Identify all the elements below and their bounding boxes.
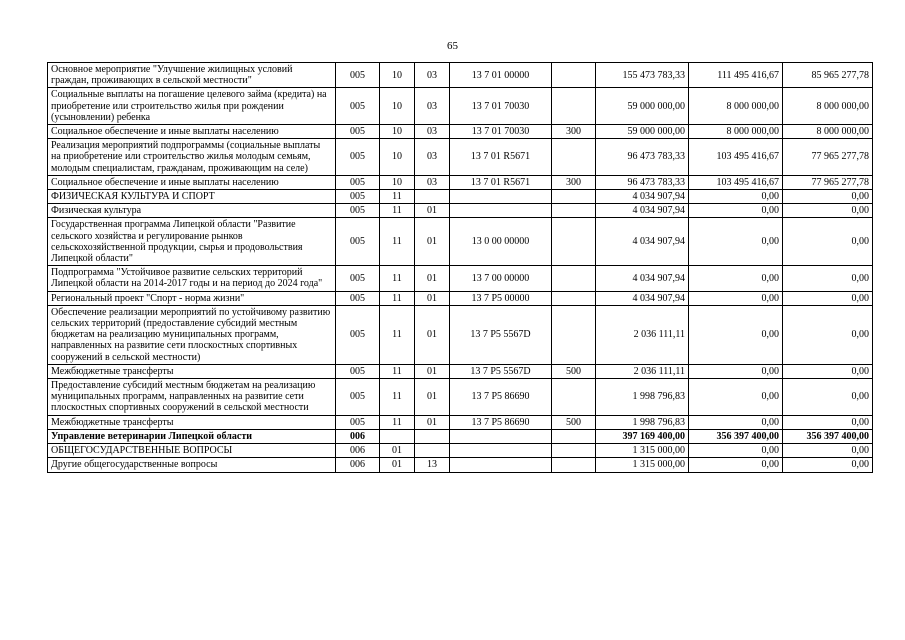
amount-year3-cell: 0,00 [783, 364, 873, 378]
subsection-code-cell: 01 [415, 364, 450, 378]
amount-year1-cell: 2 036 111,11 [596, 364, 689, 378]
grbs-code-cell: 005 [336, 125, 380, 139]
expense-type-cell [552, 291, 596, 305]
amount-year2-cell: 0,00 [689, 305, 783, 364]
table-row [48, 429, 873, 443]
row-name-cell: Предоставление субсидий местным бюджетам на реализацию муниципальных программ, направленных на развитие сети плоскостных спортивных сооружений в сельской местности [48, 379, 336, 416]
amount-year2-cell: 0,00 [689, 218, 783, 266]
amount-year2-cell: 103 495 416,67 [689, 175, 783, 189]
table-row [48, 190, 873, 204]
expense-type-cell: 300 [552, 175, 596, 189]
amount-year1-cell: 96 473 783,33 [596, 175, 689, 189]
grbs-code-cell: 005 [336, 190, 380, 204]
amount-year3-cell: 0,00 [783, 218, 873, 266]
section-code-cell: 11 [380, 379, 415, 416]
section-code-cell: 11 [380, 305, 415, 364]
amount-year3-cell: 85 965 277,78 [783, 63, 873, 88]
amount-year1-cell: 1 998 796,83 [596, 415, 689, 429]
row-name-cell: Межбюджетные трансферты [48, 415, 336, 429]
table-row [48, 364, 873, 378]
amount-year1-cell: 4 034 907,94 [596, 218, 689, 266]
expense-type-cell [552, 444, 596, 458]
expense-type-cell [552, 305, 596, 364]
section-code-cell: 11 [380, 291, 415, 305]
subsection-code-cell: 01 [415, 305, 450, 364]
subsection-code-cell: 01 [415, 204, 450, 218]
table-row [48, 139, 873, 176]
expense-type-cell [552, 218, 596, 266]
section-code-cell: 11 [380, 415, 415, 429]
subsection-code-cell: 01 [415, 415, 450, 429]
subsection-code-cell: 01 [415, 218, 450, 266]
target-article-cell [450, 458, 552, 472]
budget-table [47, 62, 873, 473]
grbs-code-cell: 005 [336, 364, 380, 378]
amount-year2-cell: 356 397 400,00 [689, 429, 783, 443]
amount-year3-cell: 0,00 [783, 379, 873, 416]
table-row [48, 291, 873, 305]
table-row [48, 125, 873, 139]
row-name-cell: Другие общегосударственные вопросы [48, 458, 336, 472]
section-code-cell: 01 [380, 458, 415, 472]
section-code-cell: 10 [380, 63, 415, 88]
subsection-code-cell: 01 [415, 379, 450, 416]
amount-year3-cell: 8 000 000,00 [783, 125, 873, 139]
section-code-cell: 10 [380, 88, 415, 125]
expense-type-cell [552, 379, 596, 416]
target-article-cell [450, 429, 552, 443]
expense-type-cell [552, 204, 596, 218]
amount-year3-cell: 0,00 [783, 291, 873, 305]
amount-year3-cell: 0,00 [783, 444, 873, 458]
target-article-cell: 13 7 01 R5671 [450, 139, 552, 176]
amount-year1-cell: 59 000 000,00 [596, 88, 689, 125]
table-row [48, 218, 873, 266]
row-name-cell: ФИЗИЧЕСКАЯ КУЛЬТУРА И СПОРТ [48, 190, 336, 204]
page-number: 65 [447, 40, 458, 52]
amount-year1-cell: 4 034 907,94 [596, 266, 689, 291]
amount-year2-cell: 0,00 [689, 458, 783, 472]
subsection-code-cell: 03 [415, 63, 450, 88]
subsection-code-cell: 03 [415, 139, 450, 176]
row-name-cell: Социальное обеспечение и иные выплаты населению [48, 175, 336, 189]
grbs-code-cell: 005 [336, 63, 380, 88]
amount-year3-cell: 77 965 277,78 [783, 139, 873, 176]
amount-year3-cell: 8 000 000,00 [783, 88, 873, 125]
subsection-code-cell [415, 444, 450, 458]
table-body [48, 63, 873, 473]
amount-year2-cell: 0,00 [689, 444, 783, 458]
target-article-cell [450, 204, 552, 218]
amount-year3-cell: 0,00 [783, 305, 873, 364]
subsection-code-cell: 03 [415, 175, 450, 189]
amount-year1-cell: 96 473 783,33 [596, 139, 689, 176]
amount-year2-cell: 0,00 [689, 364, 783, 378]
amount-year2-cell: 103 495 416,67 [689, 139, 783, 176]
grbs-code-cell: 005 [336, 291, 380, 305]
amount-year3-cell: 0,00 [783, 190, 873, 204]
amount-year3-cell: 77 965 277,78 [783, 175, 873, 189]
expense-type-cell: 500 [552, 415, 596, 429]
section-code-cell: 01 [380, 444, 415, 458]
grbs-code-cell: 006 [336, 444, 380, 458]
amount-year2-cell: 0,00 [689, 190, 783, 204]
amount-year1-cell: 1 315 000,00 [596, 458, 689, 472]
amount-year1-cell: 1 998 796,83 [596, 379, 689, 416]
row-name-cell: ОБЩЕГОСУДАРСТВЕННЫЕ ВОПРОСЫ [48, 444, 336, 458]
row-name-cell: Управление ветеринарии Липецкой области [48, 429, 336, 443]
subsection-code-cell: 01 [415, 291, 450, 305]
amount-year1-cell: 59 000 000,00 [596, 125, 689, 139]
amount-year3-cell: 0,00 [783, 415, 873, 429]
grbs-code-cell: 006 [336, 458, 380, 472]
grbs-code-cell: 006 [336, 429, 380, 443]
target-article-cell [450, 444, 552, 458]
expense-type-cell [552, 190, 596, 204]
table-row [48, 444, 873, 458]
grbs-code-cell: 005 [336, 218, 380, 266]
target-article-cell: 13 7 01 70030 [450, 125, 552, 139]
section-code-cell: 10 [380, 125, 415, 139]
target-article-cell: 13 7 P5 00000 [450, 291, 552, 305]
amount-year1-cell: 4 034 907,94 [596, 190, 689, 204]
table-row [48, 204, 873, 218]
amount-year3-cell: 356 397 400,00 [783, 429, 873, 443]
section-code-cell: 11 [380, 204, 415, 218]
section-code-cell: 11 [380, 190, 415, 204]
expense-type-cell: 300 [552, 125, 596, 139]
table-row [48, 175, 873, 189]
amount-year2-cell: 0,00 [689, 415, 783, 429]
row-name-cell: Социальное обеспечение и иные выплаты населению [48, 125, 336, 139]
grbs-code-cell: 005 [336, 415, 380, 429]
section-code-cell: 11 [380, 266, 415, 291]
row-name-cell: Межбюджетные трансферты [48, 364, 336, 378]
table-row [48, 458, 873, 472]
subsection-code-cell: 01 [415, 266, 450, 291]
amount-year2-cell: 8 000 000,00 [689, 125, 783, 139]
section-code-cell: 10 [380, 175, 415, 189]
row-name-cell: Государственная программа Липецкой области "Развитие сельского хозяйства и регулирование рынков сельскохозяйственной продукции, сырья и продовольствия Липецкой области" [48, 218, 336, 266]
row-name-cell: Региональный проект "Спорт - норма жизни" [48, 291, 336, 305]
grbs-code-cell: 005 [336, 139, 380, 176]
amount-year2-cell: 0,00 [689, 379, 783, 416]
expense-type-cell [552, 88, 596, 125]
section-code-cell: 11 [380, 364, 415, 378]
section-code-cell [380, 429, 415, 443]
target-article-cell: 13 7 P5 5567D [450, 364, 552, 378]
grbs-code-cell: 005 [336, 379, 380, 416]
amount-year1-cell: 4 034 907,94 [596, 291, 689, 305]
row-name-cell: Реализация мероприятий подпрограммы (социальные выплаты на приобретение или строительство жилья молодым семьям, молодым специалистам, гражданам, проживающим на селе) [48, 139, 336, 176]
expense-type-cell [552, 429, 596, 443]
row-name-cell: Физическая культура [48, 204, 336, 218]
target-article-cell: 13 7 01 70030 [450, 88, 552, 125]
row-name-cell: Подпрограмма "Устойчивое развитие сельских территорий Липецкой области на 2014-2017 годы и на период до 2024 года" [48, 266, 336, 291]
amount-year1-cell: 155 473 783,33 [596, 63, 689, 88]
amount-year3-cell: 0,00 [783, 204, 873, 218]
subsection-code-cell: 03 [415, 88, 450, 125]
grbs-code-cell: 005 [336, 204, 380, 218]
expense-type-cell [552, 458, 596, 472]
target-article-cell [450, 190, 552, 204]
table-row [48, 415, 873, 429]
amount-year1-cell: 2 036 111,11 [596, 305, 689, 364]
subsection-code-cell [415, 429, 450, 443]
amount-year2-cell: 0,00 [689, 266, 783, 291]
amount-year1-cell: 4 034 907,94 [596, 204, 689, 218]
section-code-cell: 11 [380, 218, 415, 266]
grbs-code-cell: 005 [336, 175, 380, 189]
amount-year2-cell: 0,00 [689, 291, 783, 305]
row-name-cell: Основное мероприятие "Улучшение жилищных условий граждан, проживающих в сельской местности" [48, 63, 336, 88]
amount-year2-cell: 8 000 000,00 [689, 88, 783, 125]
amount-year2-cell: 111 495 416,67 [689, 63, 783, 88]
table-row [48, 305, 873, 364]
table-row [48, 88, 873, 125]
expense-type-cell [552, 139, 596, 176]
subsection-code-cell: 13 [415, 458, 450, 472]
section-code-cell: 10 [380, 139, 415, 176]
expense-type-cell: 500 [552, 364, 596, 378]
table-row [48, 63, 873, 88]
amount-year2-cell: 0,00 [689, 204, 783, 218]
row-name-cell: Обеспечение реализации мероприятий по устойчивому развитию сельских территорий (предоставление субсидий местным бюджетам на реализацию муниципальных программ, направленных на развитие сети плоскостных спортивных сооружений в сельской местности) [48, 305, 336, 364]
target-article-cell: 13 7 P5 5567D [450, 305, 552, 364]
target-article-cell: 13 7 00 00000 [450, 266, 552, 291]
grbs-code-cell: 005 [336, 305, 380, 364]
table-row [48, 266, 873, 291]
amount-year1-cell: 1 315 000,00 [596, 444, 689, 458]
subsection-code-cell [415, 190, 450, 204]
target-article-cell: 13 7 P5 86690 [450, 379, 552, 416]
subsection-code-cell: 03 [415, 125, 450, 139]
expense-type-cell [552, 63, 596, 88]
row-name-cell: Социальные выплаты на погашение целевого займа (кредита) на приобретение или строительство жилья при рождении (усыновлении) ребенка [48, 88, 336, 125]
grbs-code-cell: 005 [336, 266, 380, 291]
grbs-code-cell: 005 [336, 88, 380, 125]
target-article-cell: 13 7 01 00000 [450, 63, 552, 88]
amount-year3-cell: 0,00 [783, 458, 873, 472]
amount-year3-cell: 0,00 [783, 266, 873, 291]
target-article-cell: 13 0 00 00000 [450, 218, 552, 266]
expense-type-cell [552, 266, 596, 291]
amount-year1-cell: 397 169 400,00 [596, 429, 689, 443]
target-article-cell: 13 7 01 R5671 [450, 175, 552, 189]
target-article-cell: 13 7 P5 86690 [450, 415, 552, 429]
table-row [48, 379, 873, 416]
